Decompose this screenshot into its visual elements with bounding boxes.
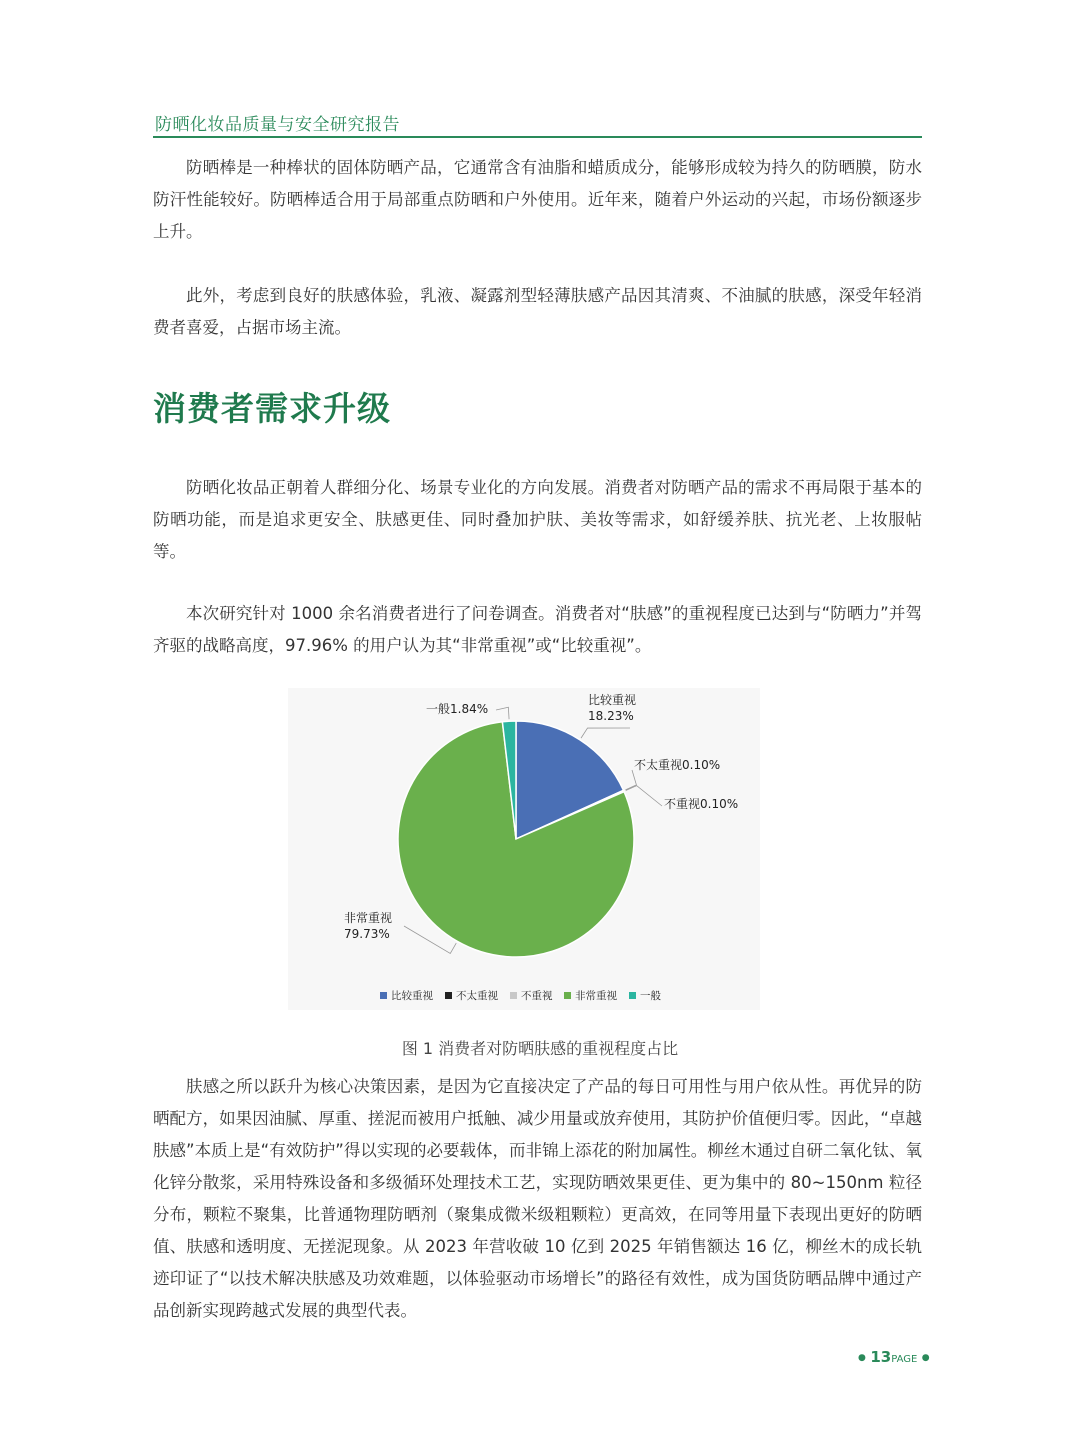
pie-chart-svg	[288, 688, 760, 1010]
legend-swatch-0	[380, 992, 387, 999]
legend-swatch-3	[564, 992, 571, 999]
pie-data-label-4: 一般1.84%	[426, 702, 489, 716]
dot-icon: ●	[921, 1353, 930, 1363]
paragraph-texture-analysis: 肤感之所以跃升为核心决策因素，是因为它直接决定了产品的每日可用性与用户依从性。再优异的防晒配方，如果因油腻、厚重、搓泥而被用户抵触、减少用量或放弃使用，其防护价值便归零。因此，“卓越肤感”本质上是“有效防护”得以实现的必要载体，而非锦上添花的附加属性。柳丝木通过自研二氧化钛、氧化锌分散浆，采用特殊设备和多级循环处理技术工艺，实现防晒效果更佳、更为集中的 80~150nm 粒径分布，颗粒不聚集，比普通物理防晒剂（聚集成微米级粗颗粒）更高效，在同等用量下表现出更好的防晒值、肤感和透明度、无搓泥现象。从 2023 年营收破 10 亿到 2025 年销售额达 16 亿，柳丝木的成长轨迹印证了“以技术解决肤感及功效难题，以体验驱动市场增长”的路径有效性，成为国货防晒品牌中通过产品创新实现跨越式发展的典型代表。	[153, 1077, 922, 1320]
page-word: PAGE	[891, 1354, 918, 1365]
pie-data-label-0: 18.23%	[588, 709, 634, 723]
legend-swatch-4	[629, 992, 636, 999]
legend-swatch-2	[510, 992, 517, 999]
pie-leader-line-4	[496, 707, 509, 719]
pie-leader-line-2	[626, 786, 662, 806]
pie-data-label-0: 比较重视	[588, 693, 637, 707]
figure-caption: 图 1 消费者对防晒肤感的重视程度占比	[401, 1039, 679, 1058]
paragraph-survey: 本次研究针对 1000 余名消费者进行了问卷调查。消费者对“肤感”的重视程度已达到与“防晒力”并驾齐驱的战略高度，97.96% 的用户认为其“非常重视”或“比较重视”。	[153, 604, 922, 655]
paragraph-texture-trend: 此外，考虑到良好的肤感体验，乳液、凝露剂型轻薄肤感产品因其清爽、不油腻的肤感，深受年轻消费者喜爱，占据市场主流。	[153, 286, 922, 337]
page-number	[858, 1348, 930, 1366]
legend-label-1: 不太重视	[456, 990, 498, 1002]
legend-label-3: 非常重视	[575, 990, 617, 1002]
legend-label-0: 比较重视	[391, 990, 433, 1002]
pie-data-label-3: 79.73%	[344, 927, 390, 941]
legend-label-4: 一般	[640, 990, 661, 1002]
pie-data-label-3: 非常重视	[344, 911, 393, 925]
pie-leader-line-0	[581, 728, 630, 738]
paragraph-consumer-demand: 防晒化妆品正朝着人群细分化、场景专业化的方向发展。消费者对防晒产品的需求不再局限于基本的防晒功能，而是追求更安全、肤感更佳、同时叠加护肤、美妆等需求，如舒缓养肤、抗光老、上妆服帖等。	[153, 478, 922, 561]
dot-icon: ●	[858, 1353, 866, 1363]
legend-label-2: 不重视	[521, 990, 553, 1002]
pie-data-label-1: 不太重视0.10%	[634, 758, 721, 772]
header-title: 防晒化妆品质量与安全研究报告	[155, 115, 400, 135]
header-rule	[153, 136, 922, 138]
section-heading: 消费者需求升级	[153, 389, 391, 428]
pie-chart	[288, 688, 760, 1010]
paragraph-sunscreen-stick: 防晒棒是一种棒状的固体防晒产品，它通常含有油脂和蜡质成分，能够形成较为持久的防晒膜，防水防汗性能较好。防晒棒适合用于局部重点防晒和户外使用。近年来，随着户外运动的兴起，市场份额逐步上升。	[153, 158, 922, 241]
pie-data-label-2: 不重视0.10%	[664, 797, 739, 811]
page-number-value: 13	[870, 1348, 892, 1366]
legend-swatch-1	[445, 992, 452, 999]
